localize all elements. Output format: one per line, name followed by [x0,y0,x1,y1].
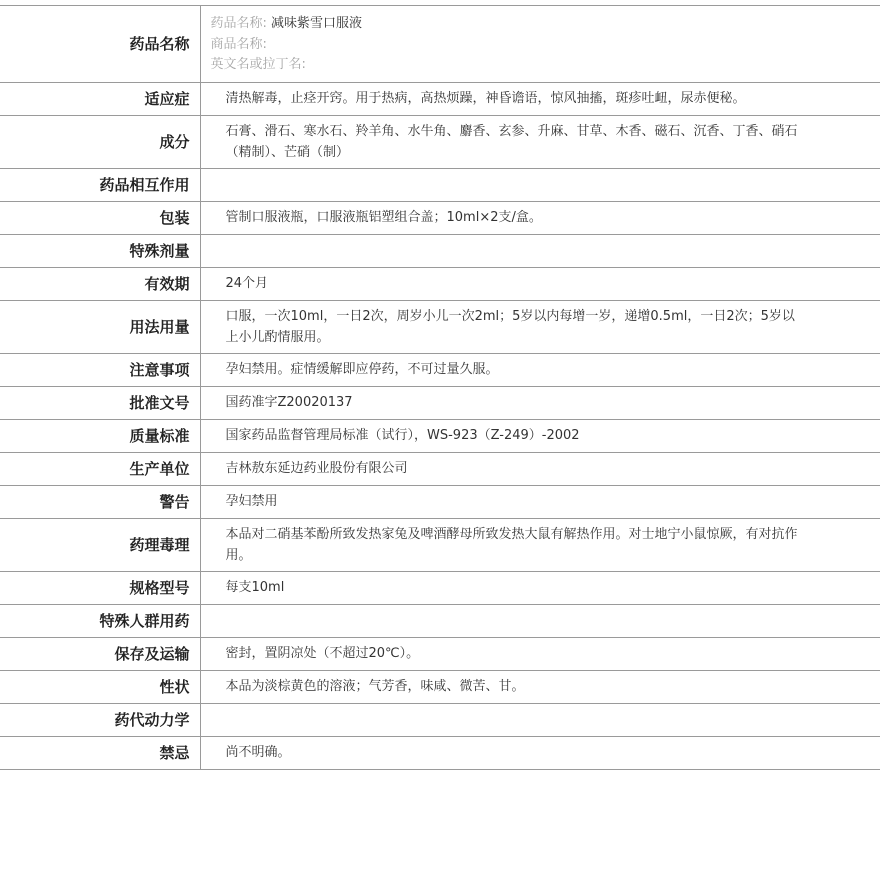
spec-value: 口服，一次10ml，一日2次，周岁小儿一次2ml；5岁以内每增一岁，递增0.5ml，一日2次；5岁以上小儿酌情服用。 [200,300,880,353]
spec-row [0,736,880,769]
spec-value [200,168,880,201]
spec-row [0,518,880,571]
spec-label: 特殊人群用药 [0,604,200,637]
spec-value: 孕妇禁用 [200,485,880,518]
spec-value: 本品对二硝基苯酚所致发热家兔及啤酒酵母所致发热大鼠有解热作用。对士地宁小鼠惊厥，有对抗作用。 [200,518,880,571]
spec-row [0,604,880,637]
spec-value: 孕妇禁用。症情缓解即应停药，不可过量久服。 [200,353,880,386]
spec-label: 适应症 [0,82,200,115]
spec-row [0,353,880,386]
spec-label: 有效期 [0,267,200,300]
spec-label: 保存及运输 [0,637,200,670]
spec-row [0,452,880,485]
drug-trade-name-line [211,35,871,56]
spec-row-drug-name [0,6,880,83]
drug-latin-name-key: 英文名或拉丁名: [210,57,306,72]
spec-value: 每支10ml [200,571,880,604]
spec-value: 石膏、滑石、寒水石、羚羊角、水牛角、麝香、玄参、升麻、甘草、木香、磁石、沉香、丁香、硝石（精制）、芒硝（制） [200,115,880,168]
spec-row [0,703,880,736]
spec-label: 用法用量 [0,300,200,353]
drug-spec-table-body [0,6,880,770]
spec-row [0,82,880,115]
spec-label: 注意事项 [0,353,200,386]
spec-row [0,485,880,518]
spec-value-drug-name [200,6,880,83]
spec-label-drug-name: 药品名称 [0,6,200,83]
spec-value: 密封，置阴凉处（不超过20℃）。 [200,637,880,670]
spec-value [200,703,880,736]
spec-value: 本品为淡棕黄色的溶液；气芳香，味咸、微苦、甘。 [200,670,880,703]
spec-label: 药代动力学 [0,703,200,736]
spec-row [0,201,880,234]
spec-label: 药品相互作用 [0,168,200,201]
spec-row [0,115,880,168]
drug-generic-name-value: 减味紫雪口服液 [271,16,363,31]
spec-label: 特殊剂量 [0,234,200,267]
spec-label: 成分 [0,115,200,168]
drug-trade-name-key: 商品名称: [210,36,267,52]
spec-value: 清热解毒，止痉开窍。用于热病，高热烦躁，神昏谵语，惊风抽搐，斑疹吐衄，尿赤便秘。 [200,82,880,115]
spec-label: 药理毒理 [0,518,200,571]
drug-latin-name-line [211,55,871,76]
spec-row [0,419,880,452]
spec-row [0,300,880,353]
spec-row [0,637,880,670]
spec-row [0,267,880,300]
spec-value: 国家药品监督管理局标准（试行），WS-923（Z-249）-2002 [200,419,880,452]
spec-value: 管制口服液瓶，口服液瓶铝塑组合盖；10ml×2支/盒。 [200,201,880,234]
drug-spec-table [0,5,880,770]
spec-row [0,571,880,604]
spec-value: 24个月 [200,267,880,300]
spec-value [200,234,880,267]
spec-row [0,386,880,419]
spec-row [0,234,880,267]
spec-row [0,670,880,703]
spec-value: 尚不明确。 [200,736,880,769]
spec-value [200,604,880,637]
spec-value: 国药准字Z20020137 [200,386,880,419]
spec-label: 批准文号 [0,386,200,419]
spec-value: 吉林敖东延边药业股份有限公司 [200,452,880,485]
spec-label: 警告 [0,485,200,518]
spec-label: 生产单位 [0,452,200,485]
drug-generic-name-key: 药品名称: [210,16,267,31]
spec-label: 禁忌 [0,736,200,769]
drug-generic-name-line [211,14,871,35]
spec-label: 性状 [0,670,200,703]
spec-label: 规格型号 [0,571,200,604]
spec-label: 包装 [0,201,200,234]
spec-label: 质量标准 [0,419,200,452]
spec-row [0,168,880,201]
